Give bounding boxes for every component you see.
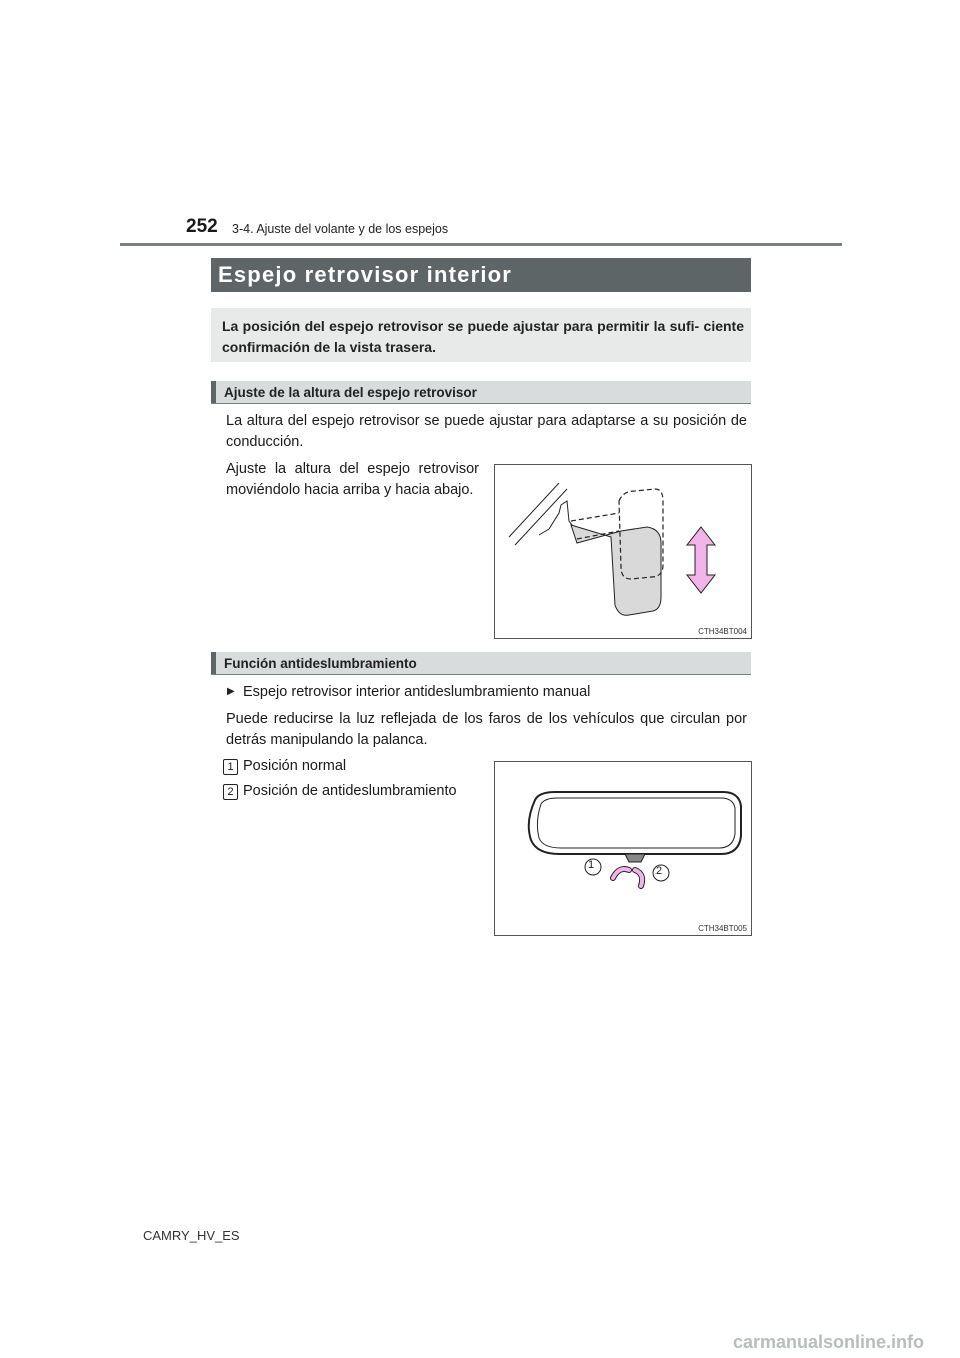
figure-code: CTH34BT005 bbox=[698, 924, 747, 933]
antiglare-lever bbox=[625, 854, 645, 862]
subheading-height: Ajuste de la altura del espejo retrovisor bbox=[224, 385, 477, 400]
item-label: Posición normal bbox=[243, 758, 347, 774]
height-instruction: Ajuste la altura del espejo retrovisor moviéndolo hacia arriba y hacia abajo. bbox=[226, 461, 479, 498]
item-label: Posición de antideslumbramiento bbox=[243, 783, 457, 799]
figure-mirror-height bbox=[494, 464, 752, 639]
mirror-low-position bbox=[571, 525, 661, 615]
page-title: Espejo retrovisor interior bbox=[218, 262, 513, 287]
bullet-arrow-icon: ▶ bbox=[227, 686, 235, 697]
footer-model: CAMRY_HV_ES bbox=[143, 1228, 240, 1243]
figure-antiglare-mirror bbox=[494, 761, 752, 936]
intro-text: La posición del espejo retrovisor se puede ajustar para permitir la sufi- ciente confirmación de la vista trasera. bbox=[222, 318, 744, 355]
item-number-badge: 1 bbox=[223, 759, 238, 775]
antiglare-bullet: Espejo retrovisor interior antideslumbramiento manual bbox=[243, 684, 591, 700]
antiglare-paragraph: Puede reducirse la luz reflejada de los faros de los vehículos que circulan por detrás manipulando la palanca. bbox=[226, 711, 747, 748]
rotate-arrow-icon bbox=[635, 870, 642, 886]
windshield-line bbox=[509, 483, 559, 537]
item-number-badge: 2 bbox=[223, 784, 238, 800]
subheading-antiglare: Función antideslumbramiento bbox=[224, 656, 417, 671]
mirror-height-illustration bbox=[495, 465, 751, 638]
height-paragraph: La altura del espejo retrovisor se puede ajustar para adaptarse a su posición de conducción. bbox=[226, 413, 747, 450]
page-number: 252 bbox=[186, 216, 218, 237]
up-down-arrow-icon bbox=[687, 527, 715, 593]
figure-code: CTH34BT004 bbox=[698, 627, 747, 636]
antiglare-mirror-illustration bbox=[495, 762, 751, 935]
footer-watermark: carmanualsonline.info bbox=[733, 1332, 925, 1352]
header-divider bbox=[120, 243, 842, 246]
callout-1: 1 bbox=[588, 859, 595, 871]
mirror-frame bbox=[529, 792, 741, 854]
callout-2: 2 bbox=[656, 865, 663, 877]
windshield-line bbox=[515, 489, 567, 545]
section-header: 3-4. Ajuste del volante y de los espejos bbox=[232, 222, 449, 236]
